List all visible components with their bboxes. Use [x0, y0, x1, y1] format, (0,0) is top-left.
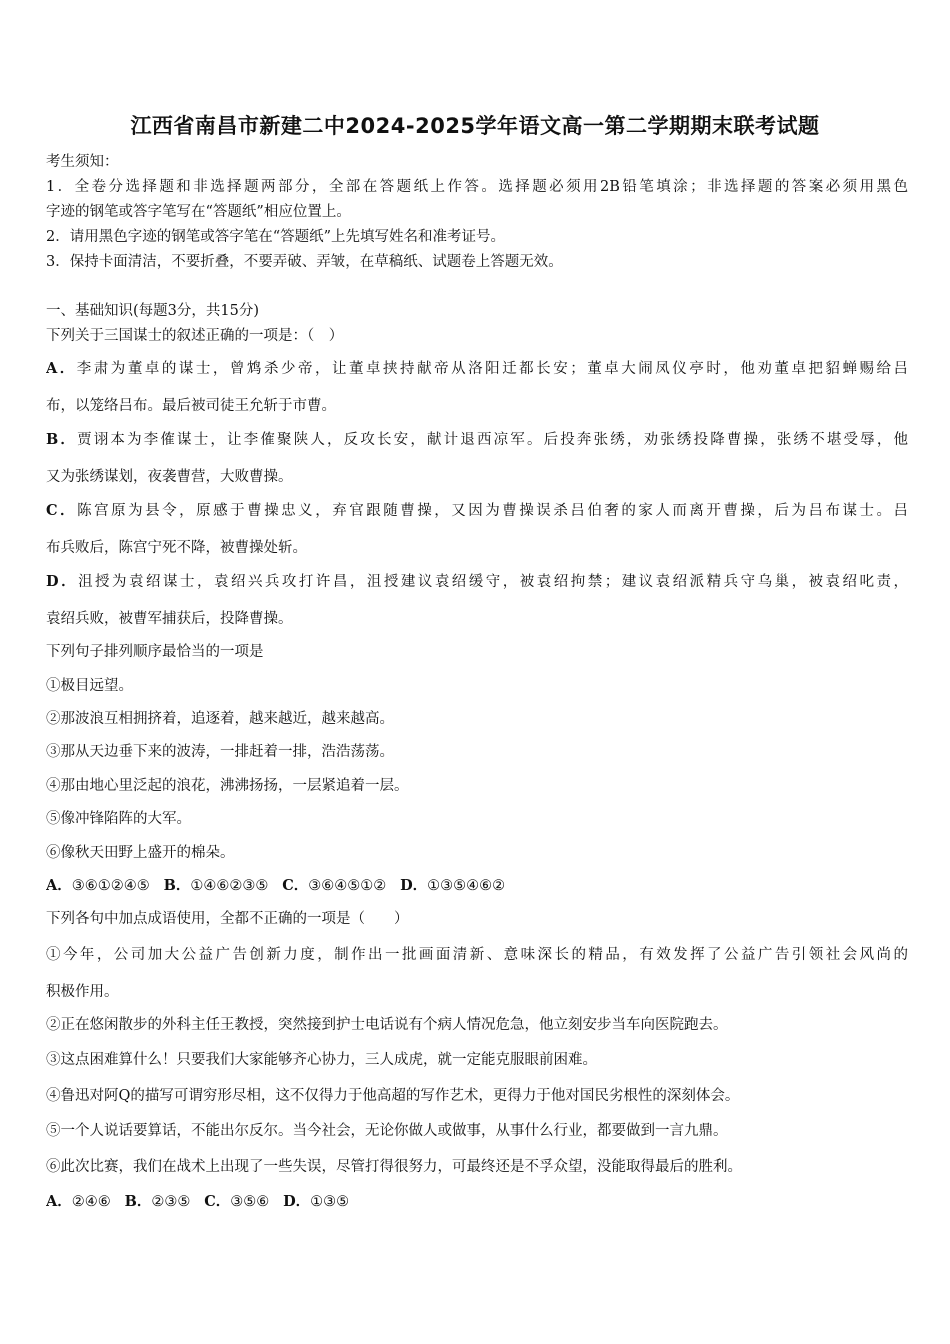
answer-label: D． [400, 877, 428, 894]
q3-stem: 下列各句中加点成语使用，全都不正确的一项是（ ） [46, 911, 409, 927]
q1-option-c [46, 501, 908, 521]
page-title: 江西省南昌市新建二中2024-2025学年语文高一第二学期期末联考试题 [130, 114, 820, 138]
q3-sentence-4: ④鲁迅对阿Q的描写可谓穷形尽相，这不仅得力于他高超的写作艺术，更得力于他对国民劣根性的深刻体会。 [46, 1088, 740, 1104]
q2-answers [46, 876, 908, 896]
q1-option-a-cont: 布，以笼络吕布。最后被司徒王允斩于市曹。 [46, 398, 336, 414]
answer-label: A． [46, 1193, 72, 1210]
q3-sentence-3: ③这点困难算什么！只要我们大家能够齐心协力，三人成虎，就一定能克服眼前困难。 [46, 1052, 597, 1068]
option-text: 陈宫原为县令，原感于曹操忠义，弃官跟随曹操，又因为曹操误杀吕伯奢的家人而离开曹操，后为吕布谋士。吕 [77, 503, 908, 519]
q2-stem: 下列句子排列顺序最恰当的一项是 [46, 644, 264, 660]
notice-item-2: 2．请用黑色字迹的钢笔或答字笔在“答题纸”上先填写姓名和准考证号。 [46, 229, 506, 245]
answer-label: A． [46, 877, 72, 894]
q2-sentence-1: ①极目远望。 [46, 678, 133, 694]
q3-sentence-1: ①今年，公司加大公益广告创新力度，制作出一批画面清新、意味深长的精品，有效发挥了公益广告引领社会风尚的 [46, 947, 908, 963]
answer-label: B． [163, 877, 191, 894]
q3-sentence-6: ⑥此次比赛，我们在战术上出现了一些失误，尽管打得很努力，可最终还是不孚众望，没能取得最后的胜利。 [46, 1159, 742, 1175]
q2-sentence-5: ⑤像冲锋陷阵的大军。 [46, 811, 191, 827]
answer-text: ①③⑤④⑥② [427, 878, 506, 894]
q3-sentence-5: ⑤一个人说话要算话，不能出尔反尔。当今社会，无论你做人或做事，从事什么行业，都要做到一言九鼎。 [46, 1123, 728, 1139]
answer-label: C． [204, 1193, 231, 1210]
q2-sentence-4: ④那由地心里泛起的浪花，沸沸扬扬，一层紧追着一层。 [46, 778, 409, 794]
answer-label: B． [124, 1193, 152, 1210]
answer-text: ②④⑥ [71, 1194, 111, 1210]
answer-text: ③⑥①②④⑤ [71, 878, 150, 894]
q2-sentence-6: ⑥像秋天田野上盛开的棉朵。 [46, 845, 235, 861]
notice-item-1: 1．全卷分选择题和非选择题两部分，全部在答题纸上作答。选择题必须用2B铅笔填涂；非选择题的答案必须用黑色 [46, 179, 908, 195]
q2-sentence-3: ③那从天边垂下来的波涛，一排赶着一排，浩浩荡荡。 [46, 744, 394, 760]
answer-text: ②③⑤ [151, 1194, 191, 1210]
option-label: B． [46, 431, 78, 448]
q1-option-b-cont: 又为张绣谋划，夜袭曹营，大败曹操。 [46, 469, 293, 485]
option-text: 沮授为袁绍谋士，袁绍兴兵攻打许昌，沮授建议袁绍缓守，被袁绍拘禁；建议袁绍派精兵守乌巢，被袁绍叱责， [78, 574, 908, 590]
notice-item-1-cont: 字迹的钢笔或答字笔写在“答题纸”相应位置上。 [46, 204, 351, 220]
section-heading: 一、基础知识(每题3分，共15分) [46, 303, 259, 319]
q2-sentence-2: ②那波浪互相拥挤着，追逐着，越来越近，越来越高。 [46, 711, 394, 727]
q1-option-b [46, 430, 908, 450]
answer-text: ①④⑥②③⑤ [190, 878, 269, 894]
notice-heading: 考生须知： [46, 154, 119, 170]
answer-label: D． [283, 1193, 311, 1210]
q1-option-d [46, 572, 908, 592]
notice-item-3: 3．保持卡面清洁，不要折叠，不要弄破、弄皱，在草稿纸、试题卷上答题无效。 [46, 254, 563, 270]
answer-text: ③⑥④⑤①② [308, 878, 387, 894]
option-label: C． [46, 502, 78, 519]
answer-text: ③⑤⑥ [230, 1194, 270, 1210]
q1-option-d-cont: 袁绍兵败，被曹军捕获后，投降曹操。 [46, 611, 293, 627]
q1-stem: 下列关于三国谋士的叙述正确的一项是：（ ） [46, 328, 344, 344]
q1-option-c-cont: 布兵败后，陈宫宁死不降，被曹操处斩。 [46, 540, 307, 556]
answer-label: C． [282, 877, 309, 894]
answer-text: ①③⑤ [310, 1194, 350, 1210]
option-text: 李肃为董卓的谋士，曾鸩杀少帝，让董卓挟持献帝从洛阳迁都长安；董卓大闹凤仪亭时，他劝董卓把貂蝉赐给吕 [76, 361, 908, 377]
q3-sentence-1-cont: 积极作用。 [46, 984, 119, 1000]
option-label: D． [46, 573, 79, 590]
q3-sentence-2: ②正在悠闲散步的外科主任王教授，突然接到护士电话说有个病人情况危急，他立刻安步当车向医院跑去。 [46, 1017, 728, 1033]
q3-answers [46, 1192, 908, 1212]
option-text: 贾诩本为李傕谋士，让李傕聚陕人，反攻长安，献计退西凉军。后投奔张绣，劝张绣投降曹操，张绣不堪受辱，他 [77, 432, 908, 448]
q1-option-a [46, 359, 908, 379]
option-label: A． [46, 360, 77, 377]
